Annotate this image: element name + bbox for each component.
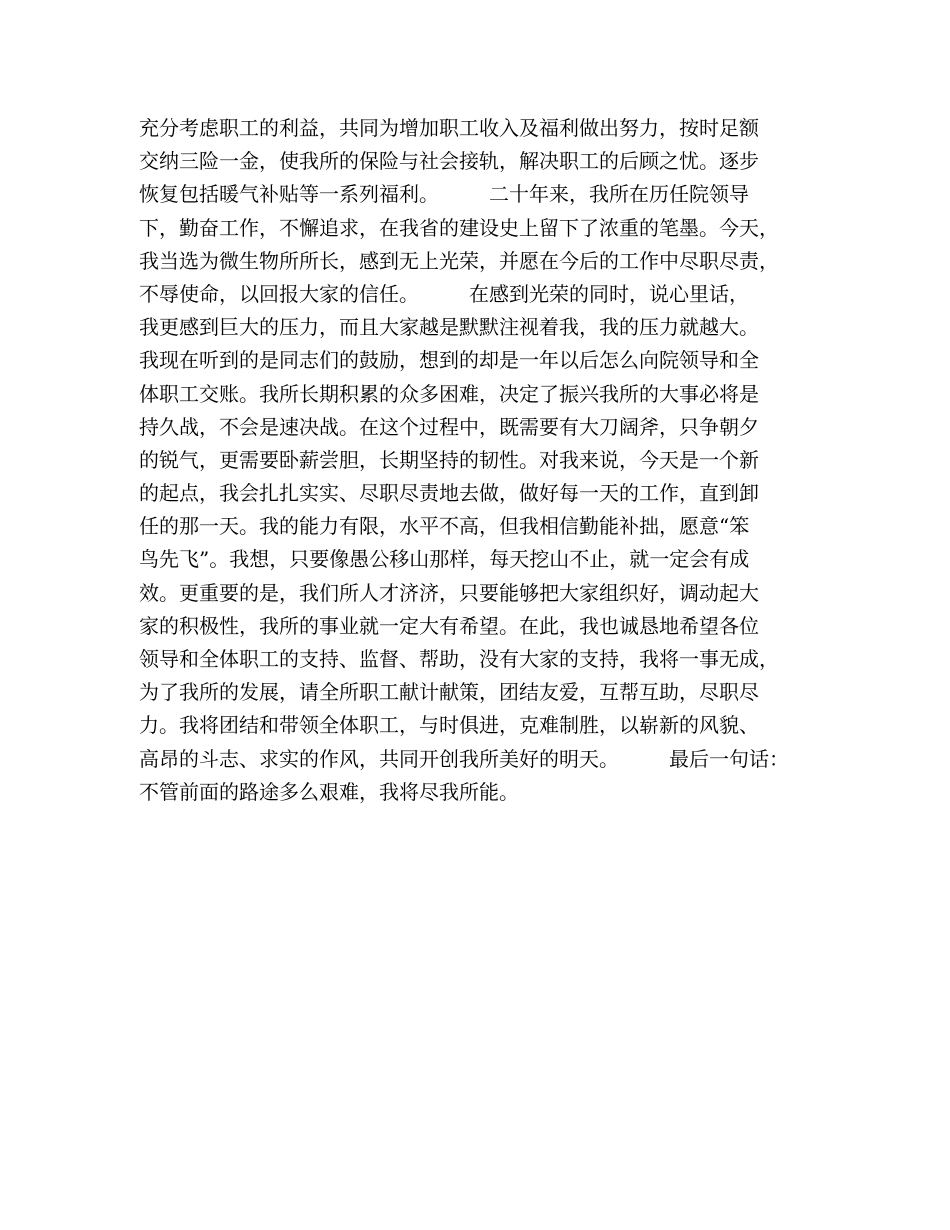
body-text — [139, 112, 839, 809]
text-line: 鸟先飞”。我想，只要像愚公移山那样，每天挖山不止，就一定会有成 — [139, 547, 750, 572]
text-line: 的锐气，更需要卧薪尝胆，长期坚持的韧性。对我来说，今天是一个新 — [139, 447, 759, 472]
text-line: 领导和全体职工的支持、监督、帮助，没有大家的支持，我将一事无成， — [139, 647, 779, 671]
text-line: 任的那一天。我的能力有限，水平不高，但我相信勤能补拙，愿意“笨 — [139, 514, 750, 539]
text-line: 家的积极性，我所的事业就一定大有希望。在此，我也诚恳地希望各位 — [139, 613, 759, 638]
text-line: 充分考虑职工的利益，共同为增加职工收入及福利做出努力，按时足额 — [139, 116, 759, 140]
text-line: 不辱使命，以回报大家的信任。 在感到光荣的同时，说心里话， — [139, 281, 749, 306]
text-line: 我更感到巨大的压力，而且大家越是默默注视着我，我的压力就越大。 — [139, 315, 759, 340]
text-line: 恢复包括暖气补贴等一系列福利。 二十年来，我所在历任院领导 — [139, 182, 749, 207]
text-line: 不管前面的路途多么艰难，我将尽我所能。 — [139, 779, 519, 804]
text-line: 下，勤奋工作，不懈追求，在我省的建设史上留下了浓重的笔墨。今天， — [139, 215, 779, 240]
text-line: 体职工交账。我所长期积累的众多困难，决定了振兴我所的大事必将是 — [139, 381, 759, 406]
text-line: 我当选为微生物所所长，感到无上光荣，并愿在今后的工作中尽职尽责， — [139, 248, 779, 273]
text-line: 效。更重要的是，我们所人才济济，只要能够把大家组织好，调动起大 — [139, 580, 759, 605]
text-line: 为了我所的发展，请全所职工献计献策，团结友爱，互帮互助，尽职尽 — [139, 680, 759, 705]
text-line: 的起点，我会扎扎实实、尽职尽责地去做，做好每一天的工作，直到卸 — [139, 481, 759, 506]
text-line: 高昂的斗志、求实的作风，共同开创我所美好的明天。 最后一句话： — [139, 746, 789, 771]
text-line: 我现在听到的是同志们的鼓励，想到的却是一年以后怎么向院领导和全 — [139, 348, 759, 373]
text-line: 持久战，不会是速决战。在这个过程中，既需要有大刀阔斧，只争朝夕 — [139, 414, 759, 439]
text-line: 交纳三险一金，使我所的保险与社会接轨，解决职工的后顾之忧。逐步 — [139, 149, 759, 174]
text-line: 力。我将团结和带领全体职工，与时俱进，克难制胜，以崭新的风貌、 — [139, 713, 759, 738]
